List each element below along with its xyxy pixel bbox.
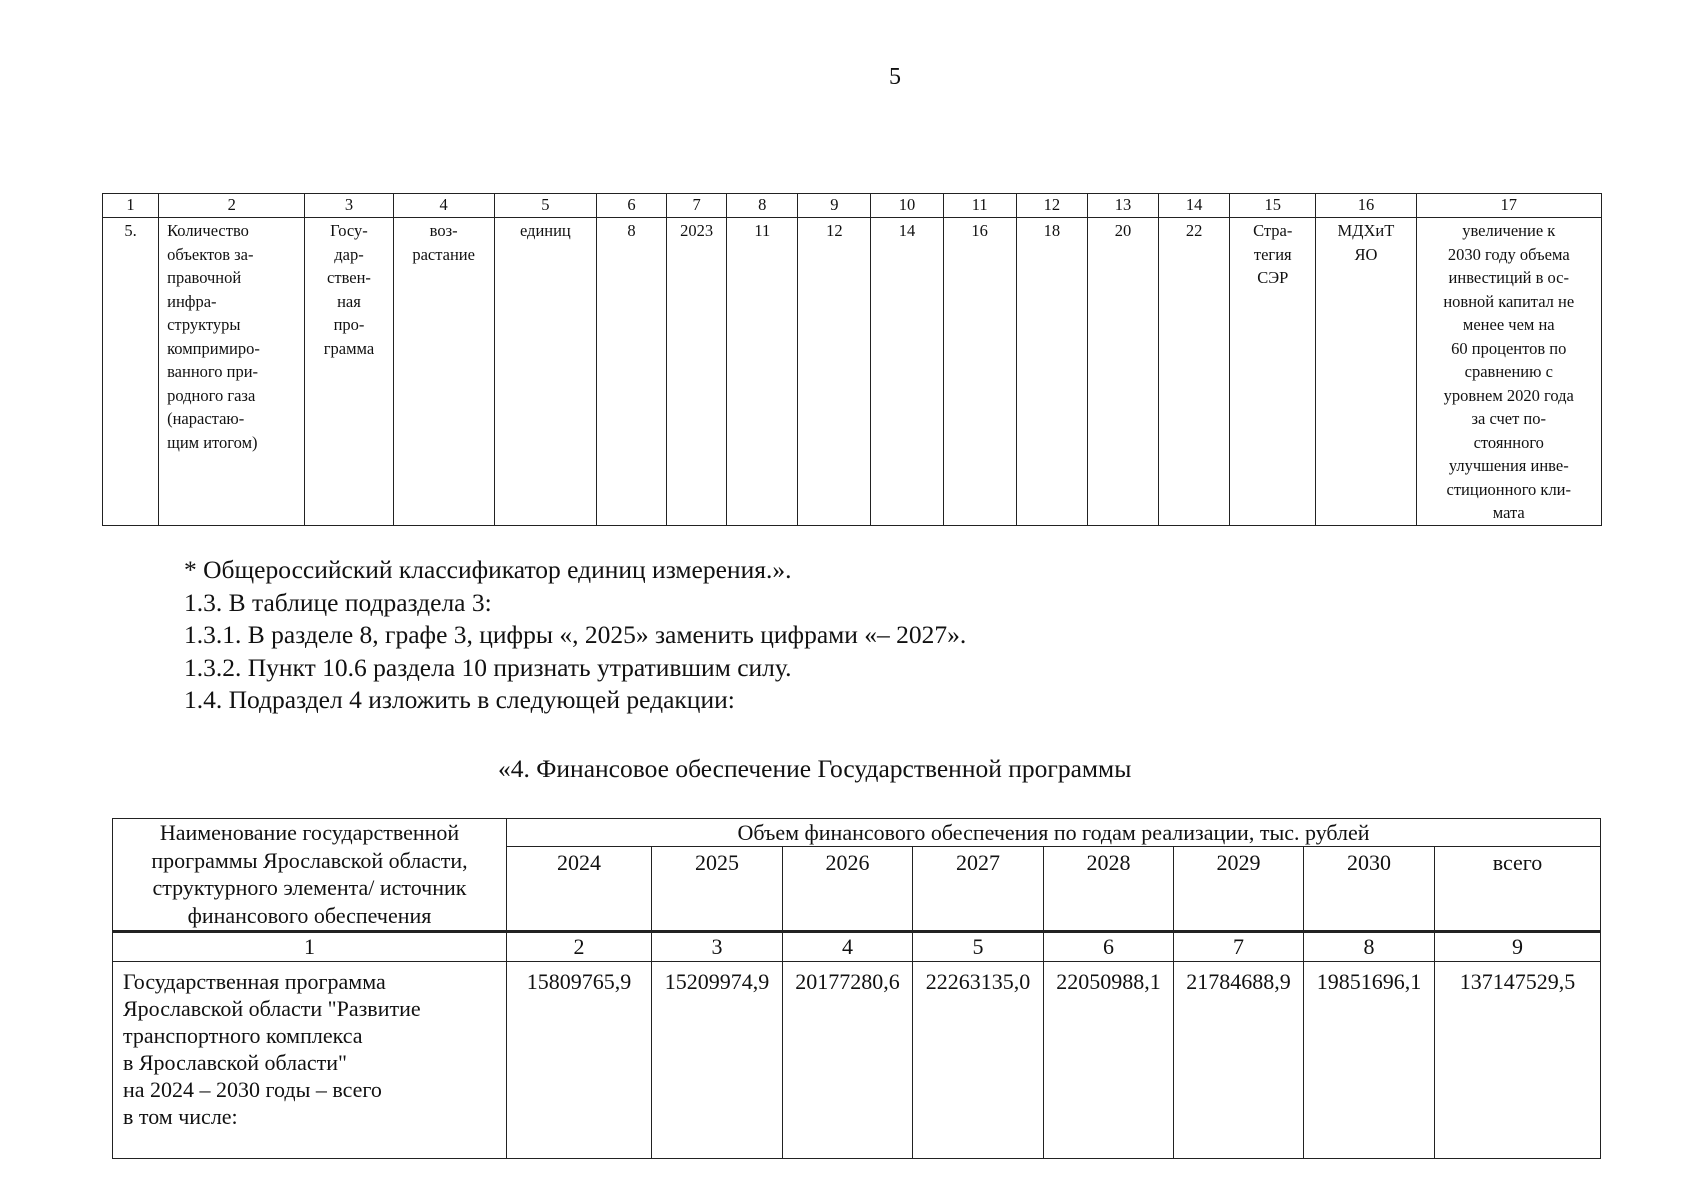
column-number: 7 xyxy=(1174,932,1304,962)
goal-link: увеличение к 2030 году объема инвестиций в ос- новной капитал не менее чем на 60 процентов по сравнению с уровнем 2020 года за счет по- стоянного улучшения инве- стиционного кли- мата xyxy=(1416,218,1601,526)
amount-cell: 22050988,1 xyxy=(1044,962,1174,1159)
column-number: 7 xyxy=(667,194,727,218)
column-number: 9 xyxy=(798,194,871,218)
column-number: 9 xyxy=(1435,932,1601,962)
column-number: 3 xyxy=(652,932,783,962)
source-document: Стра- тегия СЭР xyxy=(1230,218,1316,526)
name-column-header: Наименование государственной программы Ярославской области, структурного элемента/ источник финансового обеспечения xyxy=(113,819,507,932)
column-number: 2 xyxy=(507,932,652,962)
financing-volume-header: Объем финансового обеспечения по годам реализации, тыс. рублей xyxy=(507,819,1601,847)
year-header: 2028 xyxy=(1044,847,1174,932)
amendment-text xyxy=(184,554,966,717)
paragraph: 1.3. В таблице подраздела 3: xyxy=(184,587,492,617)
column-number: 8 xyxy=(727,194,798,218)
column-number: 1 xyxy=(113,932,507,962)
column-number: 17 xyxy=(1416,194,1601,218)
amount-cell: 15809765,9 xyxy=(507,962,652,1159)
column-number: 6 xyxy=(1044,932,1174,962)
column-number: 5 xyxy=(913,932,1044,962)
amount-cell: 19851696,1 xyxy=(1304,962,1435,1159)
year-value: 16 xyxy=(943,218,1016,526)
program-name: Государственная программа Ярославской области "Развитие транспортного комплекса в Ярославской области" на 2024 – 2030 годы – всего в том числе: xyxy=(113,962,507,1159)
financing-table xyxy=(112,818,1601,1159)
year-value: 22 xyxy=(1159,218,1230,526)
indicators-table xyxy=(102,193,1602,526)
page-number: 5 xyxy=(889,64,901,90)
column-number: 8 xyxy=(1304,932,1435,962)
column-number: 14 xyxy=(1159,194,1230,218)
year-value: 12 xyxy=(798,218,871,526)
column-number: 12 xyxy=(1016,194,1087,218)
year-value: 20 xyxy=(1087,218,1158,526)
total-header: всего xyxy=(1435,847,1601,932)
row-number: 5. xyxy=(103,218,159,526)
column-number: 4 xyxy=(783,932,913,962)
column-number: 1 xyxy=(103,194,159,218)
column-number: 13 xyxy=(1087,194,1158,218)
year-header: 2030 xyxy=(1304,847,1435,932)
table-header-row xyxy=(113,819,1601,847)
year-header: 2025 xyxy=(652,847,783,932)
year-header: 2027 xyxy=(913,847,1044,932)
year-header: 2026 xyxy=(783,847,913,932)
unit: единиц xyxy=(494,218,596,526)
column-number: 3 xyxy=(305,194,393,218)
indicator-level: Госу- дар- ствен- ная про- грамма xyxy=(305,218,393,526)
indicator-name: Количество объектов за- правочной инфра- структуры компримиро- ванного при- родного газа (нарастаю- щим итогом) xyxy=(159,218,305,526)
footnote: * Общероссийский классификатор единиц измерения.». xyxy=(184,555,792,584)
year-value: 14 xyxy=(871,218,943,526)
table-row xyxy=(103,218,1602,526)
column-number: 10 xyxy=(871,194,943,218)
year-value: 11 xyxy=(727,218,798,526)
column-number: 6 xyxy=(596,194,666,218)
amount-cell: 15209974,9 xyxy=(652,962,783,1159)
indicator-trend: воз- растание xyxy=(393,218,494,526)
column-number: 5 xyxy=(494,194,596,218)
column-number: 2 xyxy=(159,194,305,218)
amount-cell: 20177280,6 xyxy=(783,962,913,1159)
base-year: 2023 xyxy=(667,218,727,526)
table-header-row xyxy=(103,194,1602,218)
paragraph: 1.3.1. В разделе 8, графе 3, цифры «, 2025» заменить цифрами «– 2027». xyxy=(184,620,967,649)
year-header: 2029 xyxy=(1174,847,1304,932)
year-header: 2024 xyxy=(507,847,652,932)
total-amount-cell: 137147529,5 xyxy=(1435,962,1601,1159)
column-number: 16 xyxy=(1316,194,1416,218)
column-number: 11 xyxy=(943,194,1016,218)
year-value: 18 xyxy=(1016,218,1087,526)
column-numbers-row xyxy=(113,932,1601,962)
base-value: 8 xyxy=(596,218,666,526)
responsible-body: МДХиТ ЯО xyxy=(1316,218,1416,526)
column-number: 4 xyxy=(393,194,494,218)
amount-cell: 22263135,0 xyxy=(913,962,1044,1159)
table-row xyxy=(113,962,1601,1159)
paragraph: 1.3.2. Пункт 10.6 раздела 10 признать утратившим силу. xyxy=(184,652,792,682)
paragraph: 1.4. Подраздел 4 изложить в следующей редакции: xyxy=(184,685,735,714)
amount-cell: 21784688,9 xyxy=(1174,962,1304,1159)
column-number: 15 xyxy=(1230,194,1316,218)
